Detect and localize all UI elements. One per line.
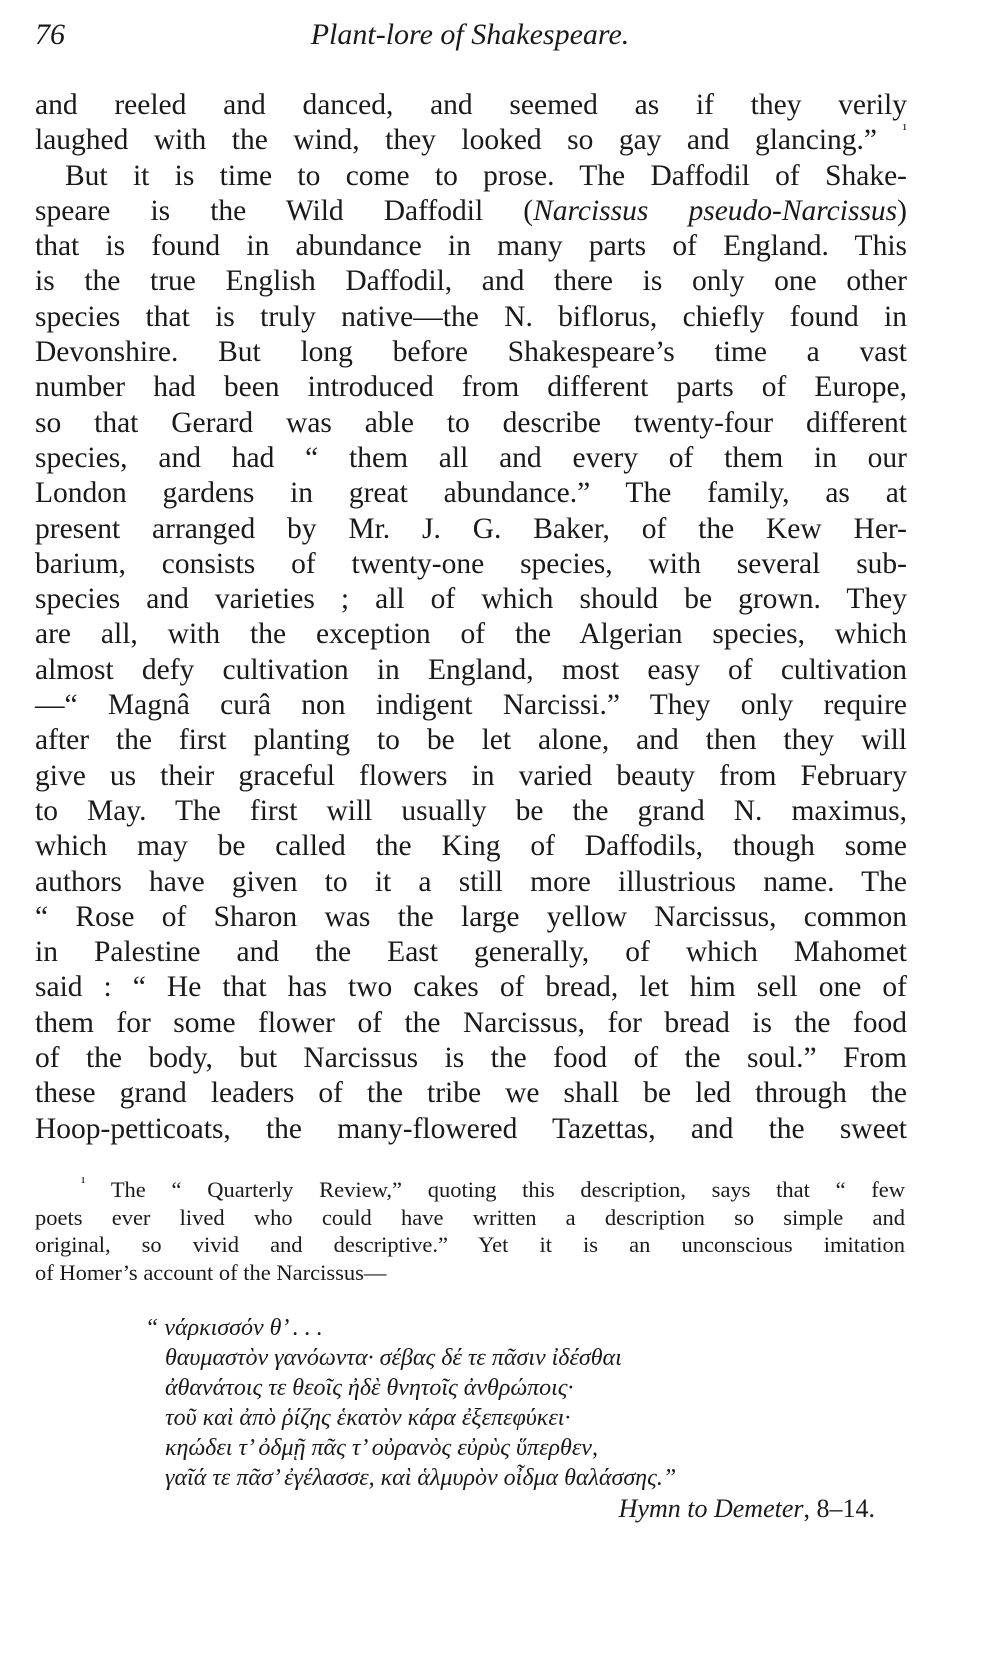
body-text <box>35 88 907 1147</box>
quotation-line: κηώδει τ’ ὀδμῇ πᾶς τ’ οὐρανὸς εὐρὺς ὕπερθεν, <box>165 1435 598 1461</box>
text-segment: laughed with the wind, they looked so gay and glancing.” <box>35 124 903 157</box>
text-segment: authors have given to it a still more illustrious name. The <box>35 865 907 898</box>
text-line <box>35 1076 907 1111</box>
footnote-marker: ¹ <box>81 1175 86 1191</box>
source-lines: , 8–14. <box>803 1494 875 1523</box>
text-line <box>35 547 907 582</box>
text-line <box>35 759 907 794</box>
text-line <box>35 229 907 264</box>
footnote-line: poets ever lived who could have written a description so simple and <box>35 1204 905 1230</box>
text-line <box>35 441 907 476</box>
text-line <box>35 300 907 335</box>
text-segment: species that is truly native—the N. biflorus, chiefly found in <box>35 300 907 333</box>
text-line <box>35 512 907 547</box>
text-segment: to May. The first will usually be the grand N. maximus, <box>35 794 907 827</box>
text-segment: But it is time to come to prose. The Daffodil of Shake- <box>65 159 907 192</box>
text-segment: are all, with the exception of the Algerian species, which <box>35 618 907 651</box>
text-segment: is the true English Daffodil, and there is only one other <box>35 265 907 298</box>
text-segment: give us their graceful flowers in varied beauty from February <box>35 759 907 792</box>
text-line <box>35 829 907 864</box>
text-segment: number had been introduced from different parts of Europe, <box>35 371 907 404</box>
text-segment: species, and had “ them all and every of them in our <box>35 441 907 474</box>
source-title: Hymn to Demeter <box>618 1494 804 1523</box>
text-segment: and reeled and danced, and seemed as if they verily <box>35 89 907 121</box>
text-segment: speare is the Wild Daffodil ( <box>35 194 534 227</box>
text-segment: in Palestine and the East generally, of which Mahomet <box>35 936 907 969</box>
text-segment: London gardens in great abundance.” The family, as at <box>35 477 907 510</box>
text-segment: present arranged by Mr. J. G. Baker, of the Kew Her- <box>35 512 907 545</box>
text-segment: these grand leaders of the tribe we shall be led through the <box>35 1077 907 1110</box>
text-segment: Devonshire. But long before Shakespeare’s time a vast <box>35 336 907 369</box>
text-segment: Hoop-petticoats, the many-flowered Tazettas, and the sweet <box>35 1112 907 1145</box>
text-line <box>35 123 907 158</box>
quotation-line: γαῖά τε πᾶσ’ ἐγέλασσε, καὶ ἁλμυρὸν οἶδμα θαλάσσης.” <box>165 1465 677 1491</box>
text-segment: barium, consists of twenty-one species, with several sub- <box>35 547 907 580</box>
text-line <box>35 653 907 688</box>
italic-text: Narcissus pseudo-Narcissus <box>533 194 898 227</box>
text-line <box>35 935 907 970</box>
text-segment: said : “ He that has two cakes of bread, let him sell one of <box>35 971 907 1004</box>
text-line <box>35 264 907 299</box>
text-line <box>35 582 907 617</box>
text-line <box>35 1041 907 1076</box>
quotation-line: ἀθανάτοις τε θεοῖς ἠδὲ θνητοῖς ἀνθρώποις· <box>165 1375 574 1401</box>
quotation-line: “ νάρκισσόν θ’ . . . <box>145 1315 323 1341</box>
text-segment: them for some flower of the Narcissus, for bread is the food <box>35 1006 907 1039</box>
running-title: Plant-lore of Shakespeare. <box>310 18 630 51</box>
text-segment: so that Gerard was able to describe twenty-four different <box>35 406 907 439</box>
text-line <box>35 406 907 441</box>
text-segment: —“ Magnâ curâ non indigent Narcissi.” They only require <box>35 689 907 722</box>
footnote-line: of Homer’s account of the Narcissus— <box>35 1259 387 1285</box>
quotation-source <box>145 1493 905 1525</box>
text-line <box>35 900 907 935</box>
text-segment: almost defy cultivation in England, most easy of cultivation <box>35 653 907 686</box>
text-line <box>35 617 907 652</box>
text-segment: that is found in abundance in many parts of England. This <box>35 230 907 263</box>
greek-quotation <box>145 1313 905 1525</box>
text-line <box>35 88 907 123</box>
page-number: 76 <box>35 18 65 51</box>
text-line <box>35 688 907 723</box>
text-line <box>35 865 907 900</box>
text-line <box>35 970 907 1005</box>
text-line <box>35 159 907 194</box>
text-segment: species and varieties ; all of which should be grown. They <box>35 583 907 616</box>
text-line <box>35 723 907 758</box>
footnote <box>35 1176 905 1286</box>
text-segment: after the first planting to be let alone, and then they will <box>35 724 907 757</box>
text-segment: which may be called the King of Daffodils, though some <box>35 830 907 863</box>
quotation-line: τοῦ καὶ ἀπὸ ῥίζης ἑκατὸν κάρα ἐξεπεφύκει· <box>165 1405 571 1431</box>
text-line <box>35 335 907 370</box>
running-header <box>35 18 905 58</box>
text-line <box>35 476 907 511</box>
text-line <box>35 1006 907 1041</box>
text-segment: “ Rose of Sharon was the large yellow Narcissus, common <box>35 900 907 933</box>
footnote-line <box>35 1176 905 1204</box>
text-line <box>35 370 907 405</box>
quotation-line: θαυμαστὸν γανόωντα· σέβας δέ τε πᾶσιν ἰδέσθαι <box>165 1345 622 1371</box>
footnote-text: The “ Quarterly Review,” quoting this description, says that “ few <box>110 1177 906 1202</box>
text-line <box>35 1112 907 1147</box>
text-line <box>35 194 907 229</box>
text-segment: ) <box>897 194 907 227</box>
text-line <box>35 794 907 829</box>
text-segment: of the body, but Narcissus is the food of the soul.” From <box>35 1042 907 1075</box>
footnote-line: original, so vivid and descriptive.” Yet it is an unconscious imitation <box>35 1232 905 1258</box>
footnote-reference: ¹ <box>902 122 907 139</box>
